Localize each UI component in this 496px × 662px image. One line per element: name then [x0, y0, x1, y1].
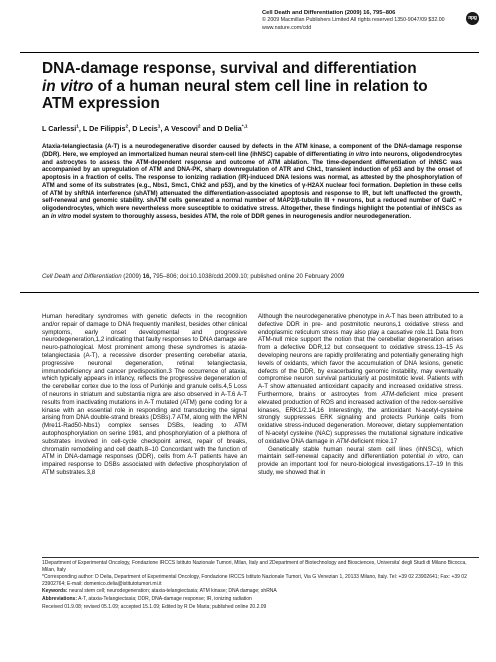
author-name: D Lecis	[132, 124, 158, 133]
abstract-text: into neurons, oligodendrocytes and astrocytes to assess the ATM-dependent response and outcome of ATM ablation. The time-dependent differentiation of ihNSC was accompanied by an upregulation of ATM and DNA-PK, sharp downregulation of ATR and Chk1, transient induction of p53 and by the onset of apoptosis in a fraction of cells. The response to ionizing radiation (IR)-induced DNA lesions was normal, as attested by the phosphorylation of ATM and some of its substrates (e.g., Nbs1, Smc1, Chk2 and p53), and by the kinetics of γ-H2AX nuclear foci formation. Depletion in these cells of ATM by shRNA interference (shATM) attenuated the differentiation-associated apoptosis and response to IR, but left unaffected the growth, self-renewal and genomic stability. shATM cells generated a normal number of MAP2/β-tubulin III + neurons, but a reduced number of GalC + oligodendrocytes, which were nevertheless more susceptible to oxidative stress. Altogether, these findings highlight the potential of ihNSCs as an	[42, 150, 462, 220]
keywords	[42, 588, 479, 595]
citation-year: (2009)	[121, 273, 143, 280]
body-paragraph	[258, 446, 463, 477]
abstract	[42, 143, 462, 221]
citation-doi[interactable]: 795–806; doi:10.1038/cdd.2009.10; published online 20 February 2009	[151, 273, 345, 280]
keywords-text: neural stem cell; neurodegeneration; ataxia-telangiectasia; ATM kinase; DNA damage; shRNA	[67, 588, 277, 595]
section-rule	[20, 292, 479, 293]
keywords-label: Keywords:	[42, 588, 68, 595]
abstract-italic: in vitro	[348, 150, 370, 158]
citation-volume: 16,	[142, 273, 152, 280]
footnote-rule	[42, 557, 479, 558]
author-name: L De Filippis	[82, 124, 126, 133]
abbreviations-text: A-T, ataxia-Telangiectasia; DDR, DNA-damage response; IR, ionizing radiation	[77, 595, 252, 602]
abbreviations-label: Abbreviations:	[42, 595, 78, 602]
article-title	[42, 60, 462, 113]
title-italic: in vitro	[42, 77, 94, 95]
author-sup: *,1	[241, 124, 248, 130]
affiliations: 1Department of Experimental Oncology, Fondazione IRCCS Istituto Nazionale Tumori, Milan, Italy and 2Department of Biotechnology and Biosciences, Universita' degli Studi di Milano Bicocca, Milan, Italy	[42, 560, 467, 573]
copyright-line: © 2009 Macmillan Publishers Limited All rights reserved 1350-9047/09 $32.00	[262, 17, 445, 23]
body-text: Genetically stable human neural stem cell lines (ihNSCs), which maintain self-renewal capacity and differentiation potential	[258, 445, 463, 461]
journal-url[interactable]: www.nature.com/cdd	[262, 25, 312, 31]
abstract-italic: in vitro	[50, 212, 72, 220]
body-text: -deficient mice present elevated production of ROS and increased activation of the redox-sensitive kinases, ERK1/2.14,16 Interestingly, the antioxidant N-acetyl-cysteine strongly suppresses ERK signaling and protects Purkinje cells from oxidative stress-induced degeneration. Moreover, dietary supplementation of N-acetyl cysteine (NAC) suppresses the mutational signature indicative of oxidative DNA damage in	[258, 390, 463, 445]
body-column-right	[258, 313, 463, 477]
author-sup: 2	[125, 124, 129, 130]
journal-citation: Cell Death and Differentiation (2009) 16, 795–806	[262, 10, 396, 16]
title-line-1: DNA-damage response, survival and differentiation	[42, 60, 417, 77]
author-sup: 1	[157, 124, 161, 130]
body-text: -deficient mice.17	[348, 437, 398, 445]
body-italic: in vitro	[428, 453, 448, 461]
received-dates: Received 01.9.08; revised 05.1.09; accepted 15.1.09; Edited by R De Maria; published online 20.2.09	[42, 603, 267, 610]
header-rule	[20, 52, 479, 53]
title-line-3: ATM expression	[42, 95, 160, 113]
body-italic: ATM	[381, 390, 395, 398]
author-name: A Vescovi	[164, 124, 198, 133]
body-column-left	[42, 313, 247, 477]
npg-logo-icon: npg	[466, 12, 479, 25]
article-citation	[42, 273, 472, 281]
author-list: L Carlessi$^1$, L De Filippis$^2$, D Lecis$^1$, A Vescovi$^2$ and D Delia$^{*,1}$	[42, 124, 248, 133]
body-italic: ATM	[336, 437, 349, 445]
footnotes	[42, 560, 479, 611]
body-text: , can provide an important tool for neuro-biological investigations.17–19 In this study, we showed that in	[258, 453, 463, 476]
body-paragraph: Human hereditary syndromes with genetic defects in the recognition and/or repair of damage to DNA frequently manifest, besides other clinical symptoms, early onset developmental and progressive neurodegeneration,1,2 indicating that faulty responses to DNA damage are neuro-pathological. Most prominent among these syndromes is ataxia-telangiectasia (A-T), a recessive disorder presenting cerebellar ataxia, progressive neuronal degeneration, retinal telangiectasia, immunodeficiency and cancer predisposition.3 The occurrence of ataxia, which typically appears in infancy, reflects the progressive degeneration of the cerebellar cortex due to the loss of Purkinje and granule cells.4,5 Loss of neurons in striatum and substantia nigra are also observed in A-T.6 A-T results from inactivating mutations in A-T mutated (ATM) gene coding for a kinase with an essential role in responding and transducing the signal arising from DNA double-strand breaks (DSBs).7 ATM, along with the MRN (Mre11-Rad50-Nbs1) complex senses DSBs, leading to ATM autophosphorylation on serine 1981, and phosphorylation of a plethora of substrates involved in cell-cycle checkpoint arrest, repair of breaks, chromatin remodeling and cell death.8–10 Concordant with the function of ATM in DNA-damage responses (DDR), cells from A-T patients have an impaired response to DSBs associated with defective phosphorylation of ATM substrates.3,8	[42, 313, 248, 476]
correspondence: *Corresponding author: D Delia, Department of Experimental Oncology, Fondazione IRCCS Istituto Nazionale Tumori, Via G Venezian 1, 20133 Milano, Italy. Tel: +39 02 23902641; Fax: +39 02 23902764; E-mail: domenico.delia@istitutotumori.mi.it	[42, 574, 467, 587]
author-sup: 2	[197, 124, 201, 130]
body-paragraph	[258, 313, 463, 446]
abbreviations	[42, 596, 479, 603]
journal-header	[262, 10, 462, 32]
author-name: D Delia	[217, 124, 242, 133]
abstract-text: model system to thoroughly assess, besides ATM, the role of DDR genes in neurogenesis and/or neurodegeneration.	[71, 212, 412, 220]
author-name: L Carlessi	[42, 124, 77, 133]
citation-journal: Cell Death and Differentiation	[42, 273, 122, 280]
title-line-2: of a human neural stem cell line in relation to	[93, 77, 428, 95]
body-text: Although the neurodegenerative phenotype in A-T has been attributed to a defective DDR in pre- and postmitotic neurons,1 oxidative stress and endoplasmic reticulum stress may also play a causative role.11 Data from ATM-null mice support the notion that the cerebellar degeneration arises from a defective DDR,12 but consequent to oxidative stress.13–15 As developing neurons are rapidly proliferating and potentially generating high levels of oxidants, which favor the accumulation of DNA lesions, genetic defects of the DDR, by exacerbating genomic instability, may eventually compromise neuron survival particularly at postmitotic level. Patients with A-T show attenuated antioxidant capacity and increased oxidative stress. Furthermore, brains or astrocytes from	[258, 313, 463, 398]
author-sup: 1	[76, 124, 79, 130]
abstract-text: Ataxia-telangiectasia (A-T) is a neurodegenerative disorder caused by defects in the ATM kinase, a component of the DNA-damage response (DDR). Here, we employed an immortalized human neural stem-cell line (ihNSC) capable of differentiating	[42, 143, 462, 158]
